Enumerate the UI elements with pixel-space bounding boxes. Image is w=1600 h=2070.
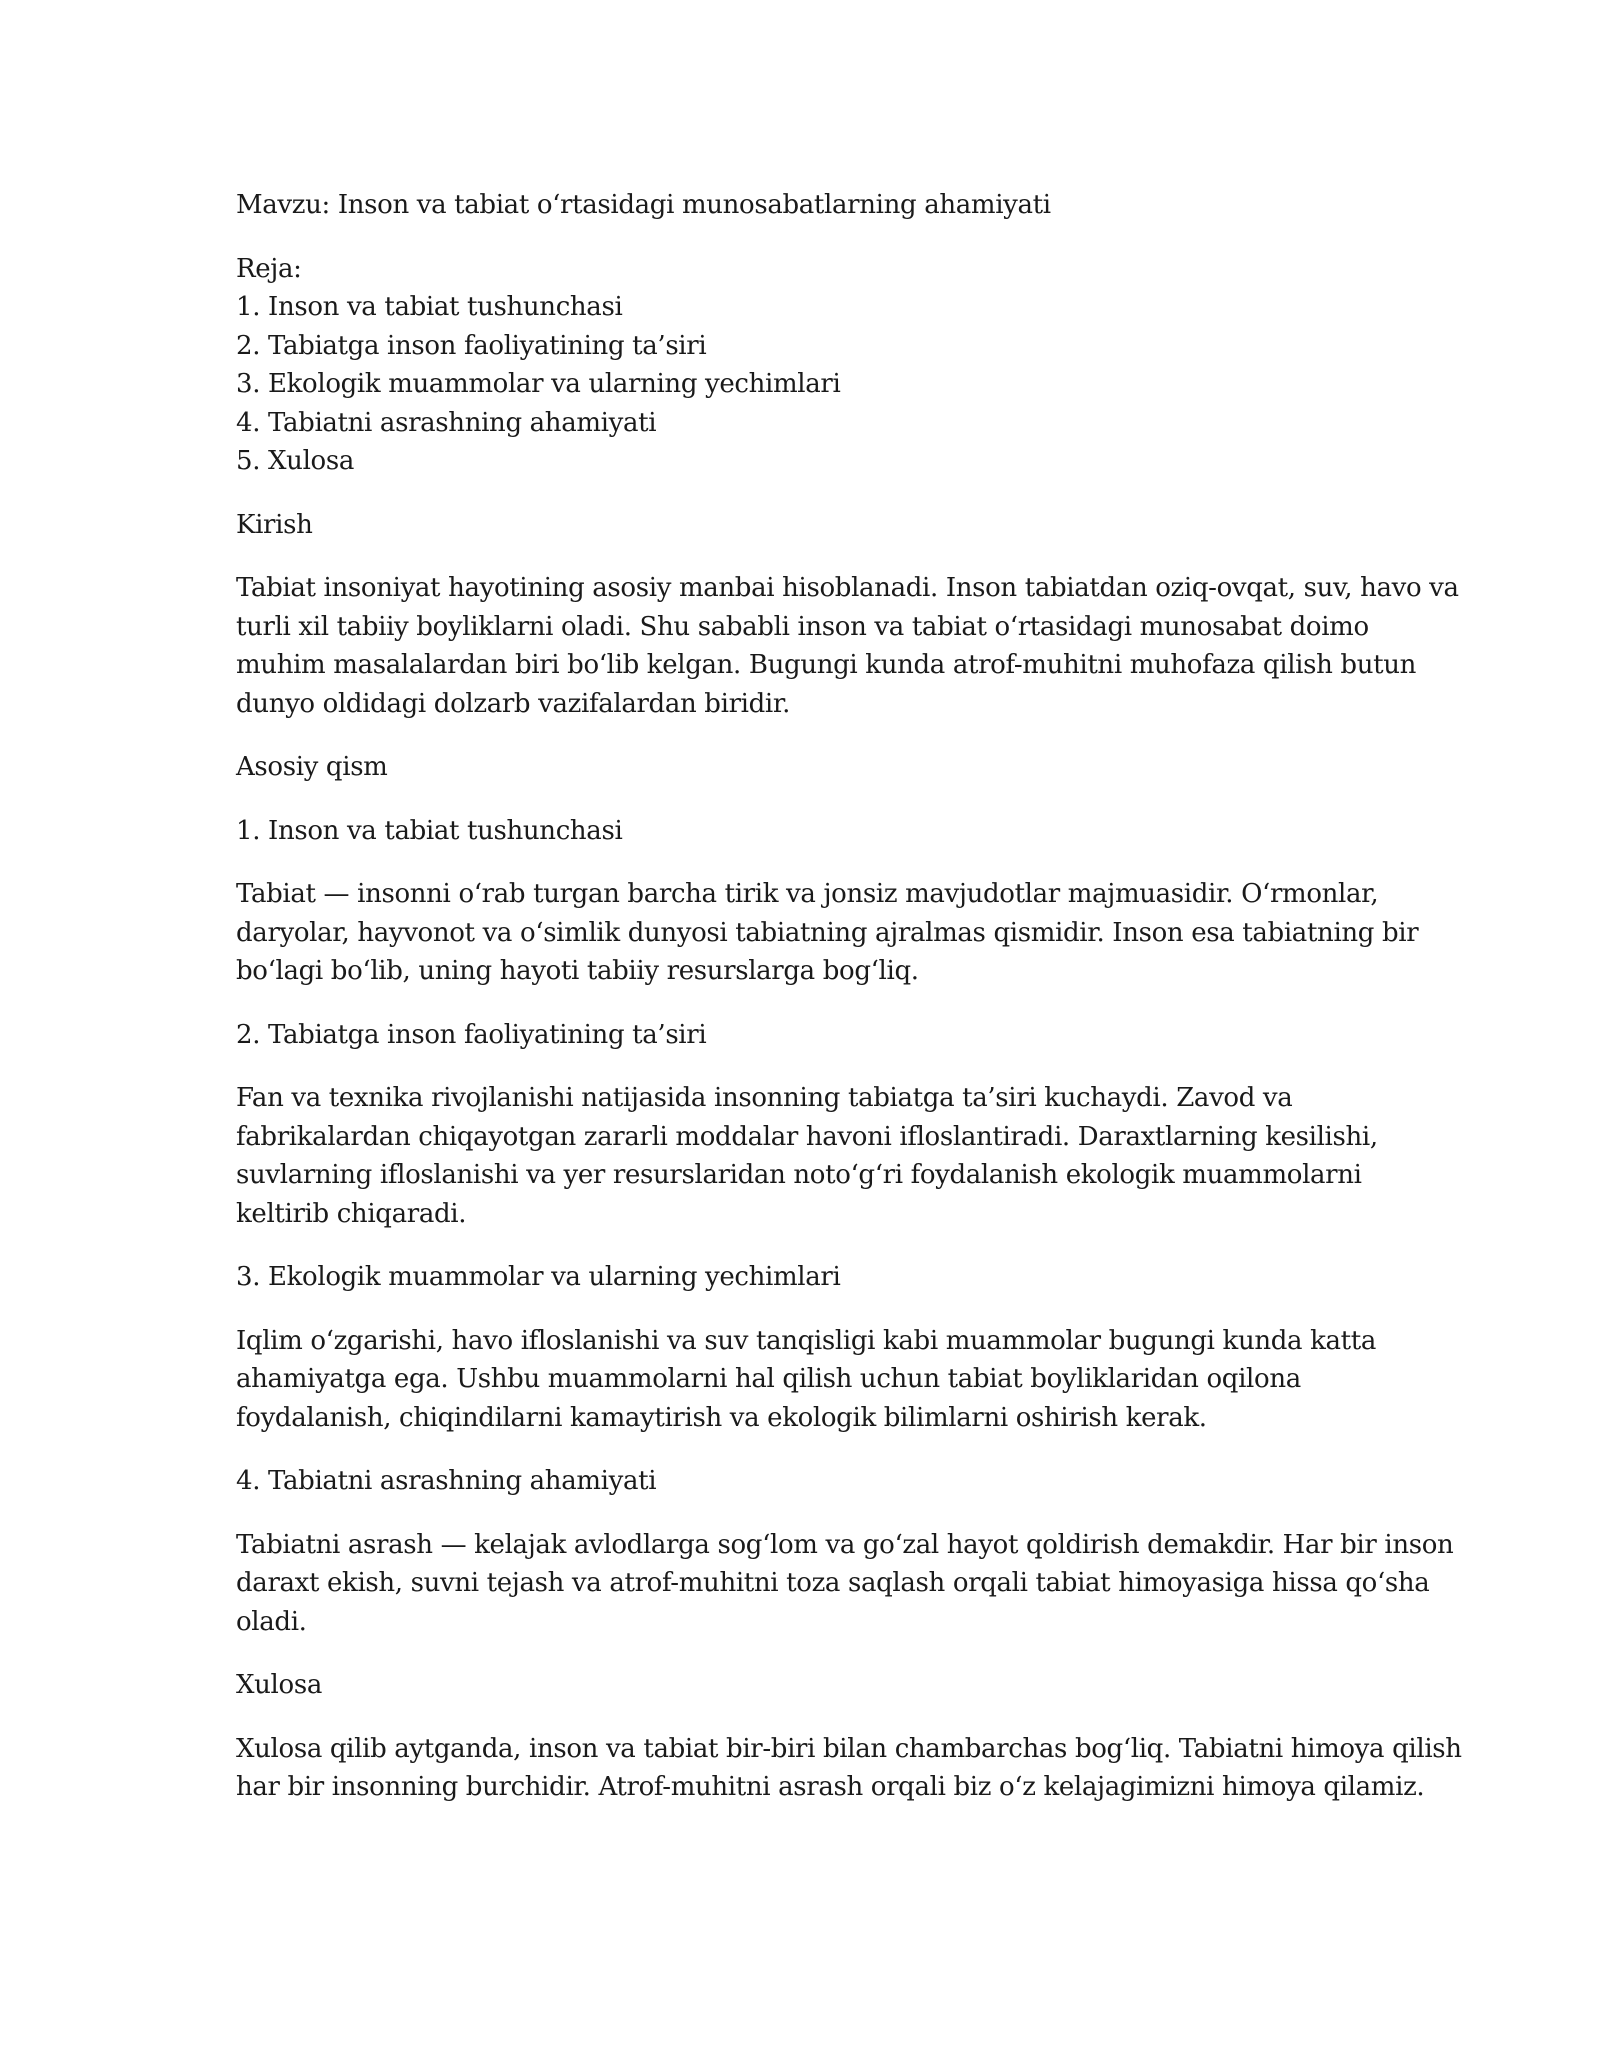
conclusion-paragraph bbox=[236, 1730, 1462, 1807]
paragraph-line: bo‘lagi bo‘lib, uning hayoti tabiiy resurslarga bog‘liq. bbox=[236, 956, 919, 986]
paragraph-line: Tabiat insoniyat hayotining asosiy manbai hisoblanadi. Inson tabiatdan oziq-ovqat, suv, havo va bbox=[236, 573, 1459, 603]
paragraph-line: daryolar, hayvonot va o‘simlik dunyosi tabiatning ajralmas qismidir. Inson esa tabiatning bir bbox=[236, 917, 1419, 948]
plan-item: 4. Tabiatni asrashning ahamiyati bbox=[236, 407, 657, 438]
plan-title: Reja: bbox=[236, 253, 302, 284]
paragraph-line: suvlarning ifloslanishi va yer resurslaridan noto‘g‘ri foydalanish ekologik muammolarni bbox=[236, 1160, 1362, 1190]
topic-title bbox=[236, 186, 1386, 225]
paragraph-line: muhim masalalardan biri bo‘lib kelgan. Bugungi kunda atrof-muhitni muhofaza qilish butun bbox=[236, 650, 1417, 680]
conclusion-heading bbox=[236, 1666, 1386, 1705]
topic-title-text: Mavzu: Inson va tabiat o‘rtasidagi munosabatlarning ahamiyati bbox=[236, 190, 1051, 220]
section3-heading-text: 3. Ekologik muammolar va ularning yechimlari bbox=[236, 1262, 841, 1292]
main-heading-text: Asosiy qism bbox=[236, 752, 388, 782]
conclusion-heading-text: Xulosa bbox=[236, 1670, 322, 1700]
section3-heading bbox=[236, 1258, 1386, 1297]
paragraph-line: Tabiatni asrash — kelajak avlodlarga sog‘lom va go‘zal hayot qoldirish demakdir. Har bir inson bbox=[236, 1529, 1454, 1560]
paragraph-line: Xulosa qilib aytganda, inson va tabiat bir-biri bilan chambarchas bog‘liq. Tabiatni himoya qilish bbox=[236, 1733, 1462, 1764]
paragraph-line: Fan va texnika rivojlanishi natijasida insonning tabiatga ta’siri kuchaydi. Zavod va bbox=[236, 1083, 1293, 1113]
paragraph-line: turli xil tabiiy boyliklarni oladi. Shu sababli inson va tabiat o‘rtasidagi munosabat doimo bbox=[236, 611, 1369, 642]
paragraph-line: dunyo oldidagi dolzarb vazifalardan biridir. bbox=[236, 688, 791, 719]
plan-item: 3. Ekologik muammolar va ularning yechimlari bbox=[236, 369, 841, 399]
section2-heading-text: 2. Tabiatga inson faoliyatining ta’siri bbox=[236, 1019, 707, 1050]
paragraph-line: oladi. bbox=[236, 1606, 307, 1637]
paragraph-line: keltirib chiqaradi. bbox=[236, 1198, 467, 1229]
plan-item: 1. Inson va tabiat tushunchasi bbox=[236, 292, 623, 322]
intro-paragraph bbox=[236, 569, 1459, 723]
section2-heading bbox=[236, 1016, 1386, 1055]
section4-paragraph bbox=[236, 1526, 1454, 1642]
paragraph-line: daraxt ekish, suvni tejash va atrof-muhitni toza saqlash orqali tabiat himoyasiga hissa qo‘sha bbox=[236, 1568, 1430, 1598]
paragraph-line: foydalanish, chiqindilarni kamaytirish va ekologik bilimlarni oshirish kerak. bbox=[236, 1402, 1207, 1433]
paragraph-line: Tabiat — insonni o‘rab turgan barcha tirik va jonsiz mavjudotlar majmuasidir. O‘rmonlar, bbox=[236, 879, 1379, 909]
section4-heading bbox=[236, 1462, 1386, 1501]
paragraph-line: Iqlim o‘zgarishi, havo ifloslanishi va suv tanqisligi kabi muammolar bugungi kunda katta bbox=[236, 1325, 1377, 1356]
section2-paragraph bbox=[236, 1079, 1386, 1233]
section1-heading bbox=[236, 812, 1386, 851]
document-page bbox=[236, 186, 1462, 1832]
section4-heading-text: 4. Tabiatni asrashning ahamiyati bbox=[236, 1466, 657, 1496]
plan-item: 2. Tabiatga inson faoliyatining ta’siri bbox=[236, 330, 707, 361]
paragraph-line: fabrikalardan chiqayotgan zararli moddalar havoni ifloslantiradi. Daraxtlarning kesilishi, bbox=[236, 1121, 1378, 1152]
plan-list bbox=[236, 250, 1386, 481]
section1-paragraph bbox=[236, 875, 1419, 991]
section3-paragraph bbox=[236, 1322, 1386, 1438]
section1-heading-text: 1. Inson va tabiat tushunchasi bbox=[236, 815, 623, 846]
paragraph-line: har bir insonning burchidir. Atrof-muhitni asrash orqali biz o‘z kelajagimizni himoya qilamiz. bbox=[236, 1772, 1425, 1802]
paragraph-line: ahamiyatga ega. Ushbu muammolarni hal qilish uchun tabiat boyliklaridan oqilona bbox=[236, 1364, 1301, 1394]
intro-heading-text: Kirish bbox=[236, 509, 313, 540]
intro-heading bbox=[236, 506, 1386, 545]
main-heading bbox=[236, 748, 1386, 787]
plan-item: 5. Xulosa bbox=[236, 446, 354, 476]
